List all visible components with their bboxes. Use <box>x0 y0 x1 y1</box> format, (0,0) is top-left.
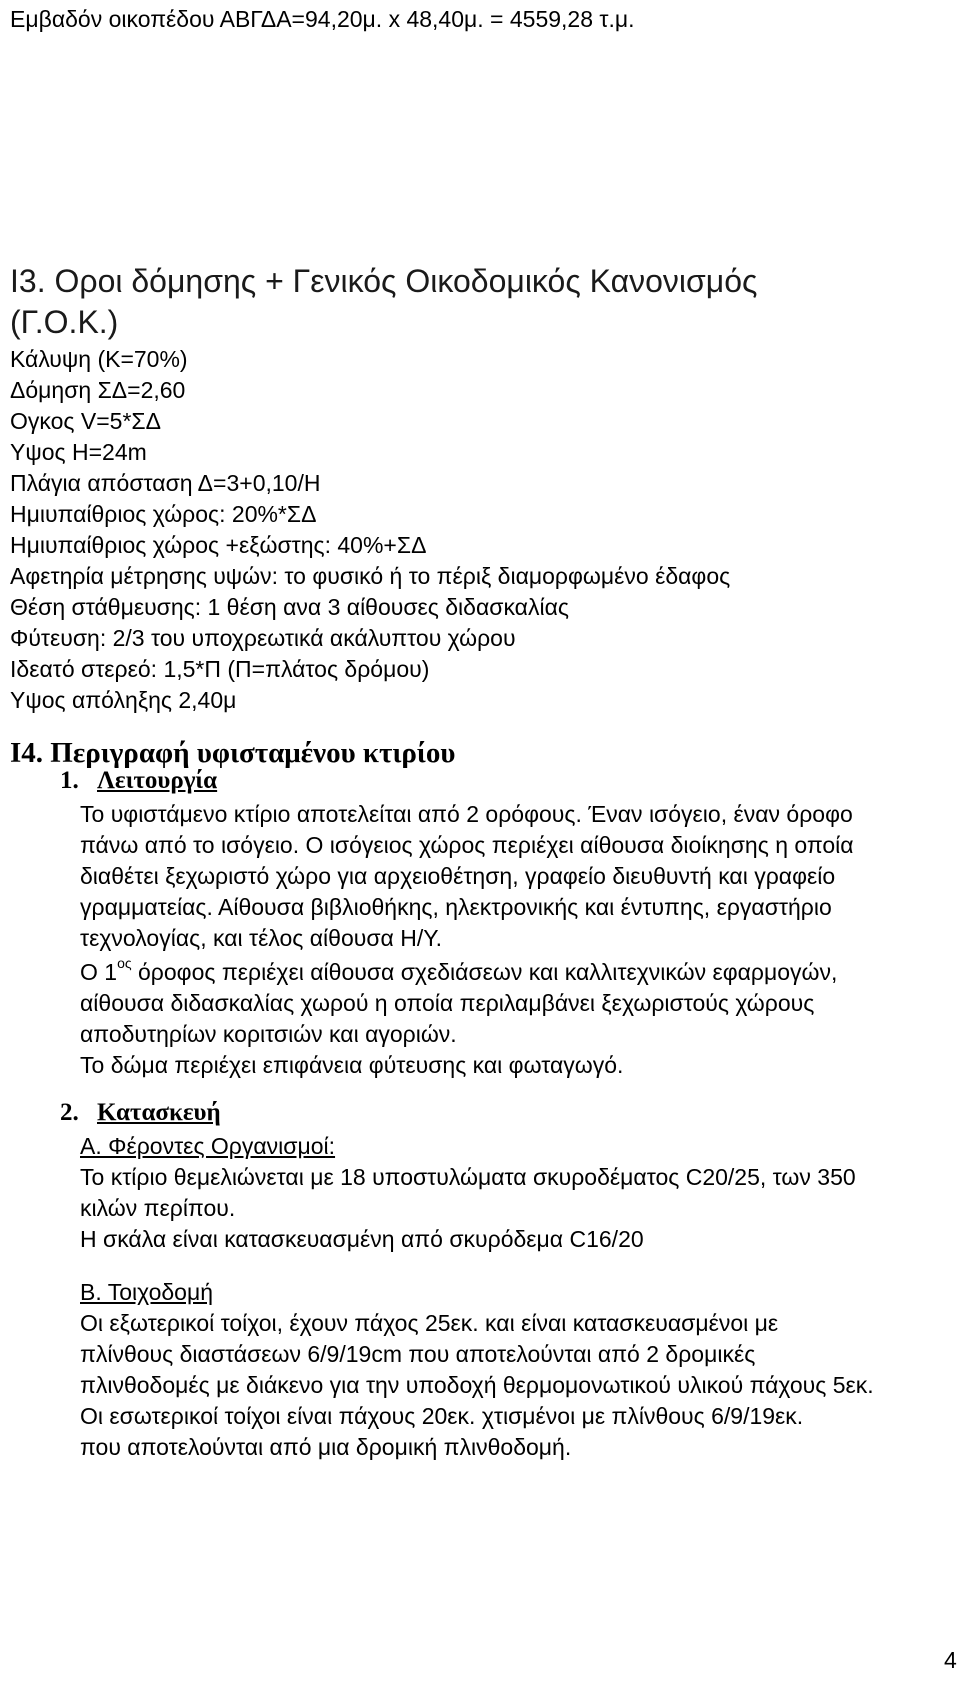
floor-line <box>80 955 838 989</box>
paragraph-line: Οι εσωτερικοί τοίχοι είναι πάχους 20εκ. χτισμένοι με πλίνθους 6/9/19εκ. <box>80 1403 804 1429</box>
paragraph-line: κιλών περίπου. <box>80 1195 236 1221</box>
list-item: Φύτευση: 2/3 του υποχρεωτικά ακάλυπτου χώρου <box>10 625 516 651</box>
section-i3-title: Ι3. Οροι δόμησης + Γενικός Οικοδομικός Κανονισμός <box>10 263 758 299</box>
paragraph-line: τεχνολογίας, και τέλος αίθουσα Η/Υ. <box>80 925 442 951</box>
plot-area-line: Εμβαδόν οικοπέδου ΑΒΓΔΑ=94,20μ. x 48,40μ. = 4559,28 τ.μ. <box>10 6 635 32</box>
floor-prefix: Ο 1 <box>80 959 118 985</box>
paragraph-line: που αποτελούνται από μια δρομική πλινθοδομή. <box>80 1434 572 1460</box>
subsection-2-number: 2. <box>60 1099 79 1126</box>
list-item: Δόμηση ΣΔ=2,60 <box>10 377 186 403</box>
subsection-1-title: Λειτουργία <box>97 767 218 794</box>
list-item: Υψος απόληξης 2,40μ <box>10 687 237 713</box>
paragraph-line: αποδυτηρίων κοριτσιών και αγοριών. <box>80 1021 457 1047</box>
paragraph-line: γραμματείας. Αίθουσα βιβλιοθήκης, ηλεκτρονικής και έντυπης, εργαστήριο <box>80 894 832 920</box>
page-number: 4 <box>944 1647 957 1673</box>
list-item: Υψος Η=24m <box>10 439 147 465</box>
paragraph-line: πλινθοδομές με διάκενο για την υποδοχή θερμομονωτικού υλικού πάχους 5εκ. <box>80 1372 874 1398</box>
subheading-a: Α. Φέροντες Οργανισμοί: <box>80 1133 336 1159</box>
list-item: Ογκος V=5*ΣΔ <box>10 408 161 434</box>
paragraph-line: Το δώμα περιέχει επιφάνεια φύτευσης και φωταγωγό. <box>80 1052 624 1078</box>
list-item: Αφετηρία μέτρησης υψών: το φυσικό ή το πέριξ διαμορφωμένο έδαφος <box>10 563 731 589</box>
ordinal-superscript: ος <box>117 955 132 971</box>
list-item: Ημιυπαίθριος χώρος: 20%*ΣΔ <box>10 501 317 527</box>
paragraph-line: Η σκάλα είναι κατασκευασμένη από σκυρόδεμα C16/20 <box>80 1226 644 1252</box>
paragraph-line: Το κτίριο θεμελιώνεται με 18 υποστυλώματα σκυροδέματος C20/25, των 350 <box>80 1164 856 1190</box>
list-item: Θέση στάθμευσης: 1 θέση ανα 3 αίθουσες διδασκαλίας <box>10 594 569 620</box>
list-item: Ιδεατό στερεό: 1,5*Π (Π=πλάτος δρόμου) <box>10 656 430 682</box>
list-item: Κάλυψη (Κ=70%) <box>10 346 188 372</box>
subsection-1-number: 1. <box>60 767 79 794</box>
paragraph-line: πάνω από το ισόγειο. Ο ισόγειος χώρος περιέχει αίθουσα διοίκησης η οποία <box>80 832 854 858</box>
subsection-2-title: Κατασκευή <box>97 1099 221 1126</box>
paragraph-line: Οι εξωτερικοί τοίχοι, έχουν πάχος 25εκ. και είναι κατασκευασμένοι με <box>80 1310 779 1336</box>
subheading-b: Β. Τοιχοδομή <box>80 1279 214 1305</box>
paragraph-line: Το υφιστάμενο κτίριο αποτελείται από 2 ορόφους. Έναν ισόγειο, έναν όροφο <box>80 801 853 827</box>
section-i4-title: Ι4. Περιγραφή υφισταμένου κτιρίου <box>10 737 456 769</box>
list-item: Ημιυπαίθριος χώρος +εξώστης: 40%+ΣΔ <box>10 532 427 558</box>
paragraph-line: αίθουσα διδασκαλίας χωρού η οποία περιλαμβάνει ξεχωριστούς χώρους <box>80 990 815 1016</box>
floor-rest: όροφος περιέχει αίθουσα σχεδιάσεων και καλλιτεχνικών εφαρμογών, <box>131 959 838 985</box>
paragraph-line: διαθέτει ξεχωριστό χώρο για αρχειοθέτηση, γραφείο διευθυντή και γραφείο <box>80 863 836 889</box>
section-i3-title-cont: (Γ.Ο.Κ.) <box>10 304 119 340</box>
paragraph-line: πλίνθους διαστάσεων 6/9/19cm που αποτελούνται από 2 δρομικές <box>80 1341 756 1367</box>
list-item: Πλάγια απόσταση Δ=3+0,10/Η <box>10 470 321 496</box>
